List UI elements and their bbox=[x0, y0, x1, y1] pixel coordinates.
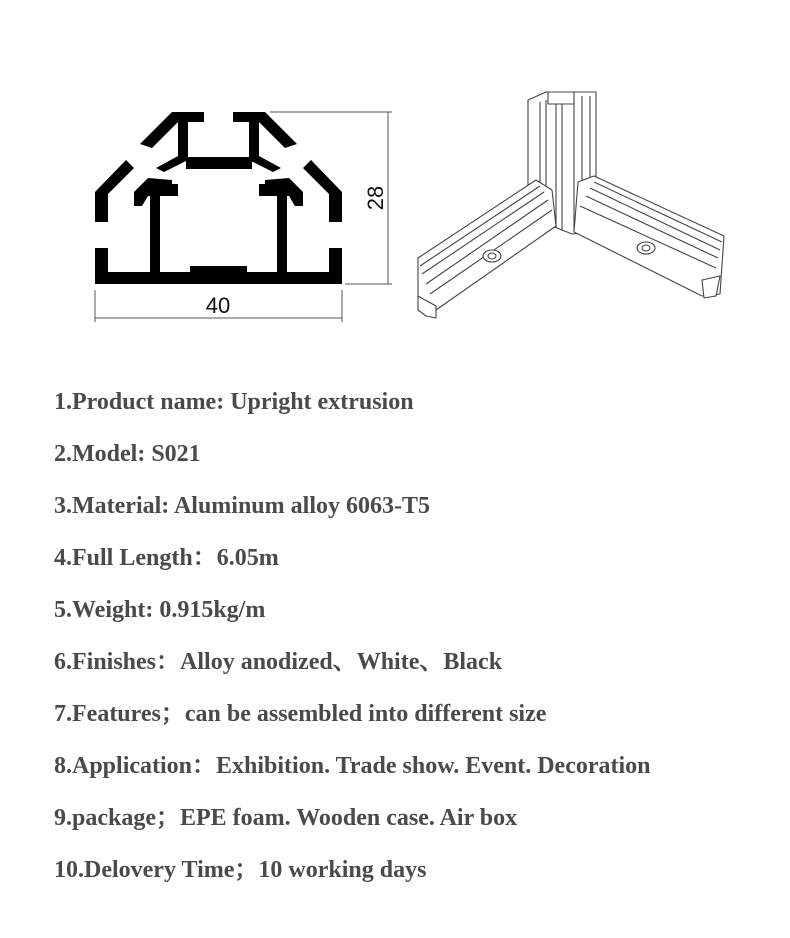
width-dimension-label: 40 bbox=[205, 293, 231, 318]
spec-application: 8.Application：Exhibition. Trade show. Event. Decoration bbox=[54, 753, 651, 779]
spec-product-name: 1.Product name: Upright extrusion bbox=[54, 389, 414, 415]
spec-weight: 5.Weight: 0.915kg/m bbox=[54, 597, 266, 623]
spec-package: 9.package；EPE foam. Wooden case. Air box bbox=[54, 805, 518, 831]
height-dimension-label: 28 bbox=[363, 185, 388, 211]
spec-delivery-time: 10.Delovery Time；10 working days bbox=[54, 857, 427, 883]
assembled-corner-illustration bbox=[418, 92, 724, 318]
profile-cross-section bbox=[95, 112, 342, 284]
product-drawings bbox=[0, 0, 790, 370]
spec-features: 7.Features；can be assembled into different size bbox=[54, 701, 547, 727]
spec-model: 2.Model: S021 bbox=[54, 441, 201, 467]
spec-finishes: 6.Finishes：Alloy anodized、White、Black bbox=[54, 649, 503, 675]
spec-material: 3.Material: Aluminum alloy 6063-T5 bbox=[54, 493, 430, 519]
dimension-lines bbox=[95, 112, 392, 322]
specification-list bbox=[54, 384, 774, 904]
spec-full-length: 4.Full Length：6.05m bbox=[54, 545, 279, 571]
